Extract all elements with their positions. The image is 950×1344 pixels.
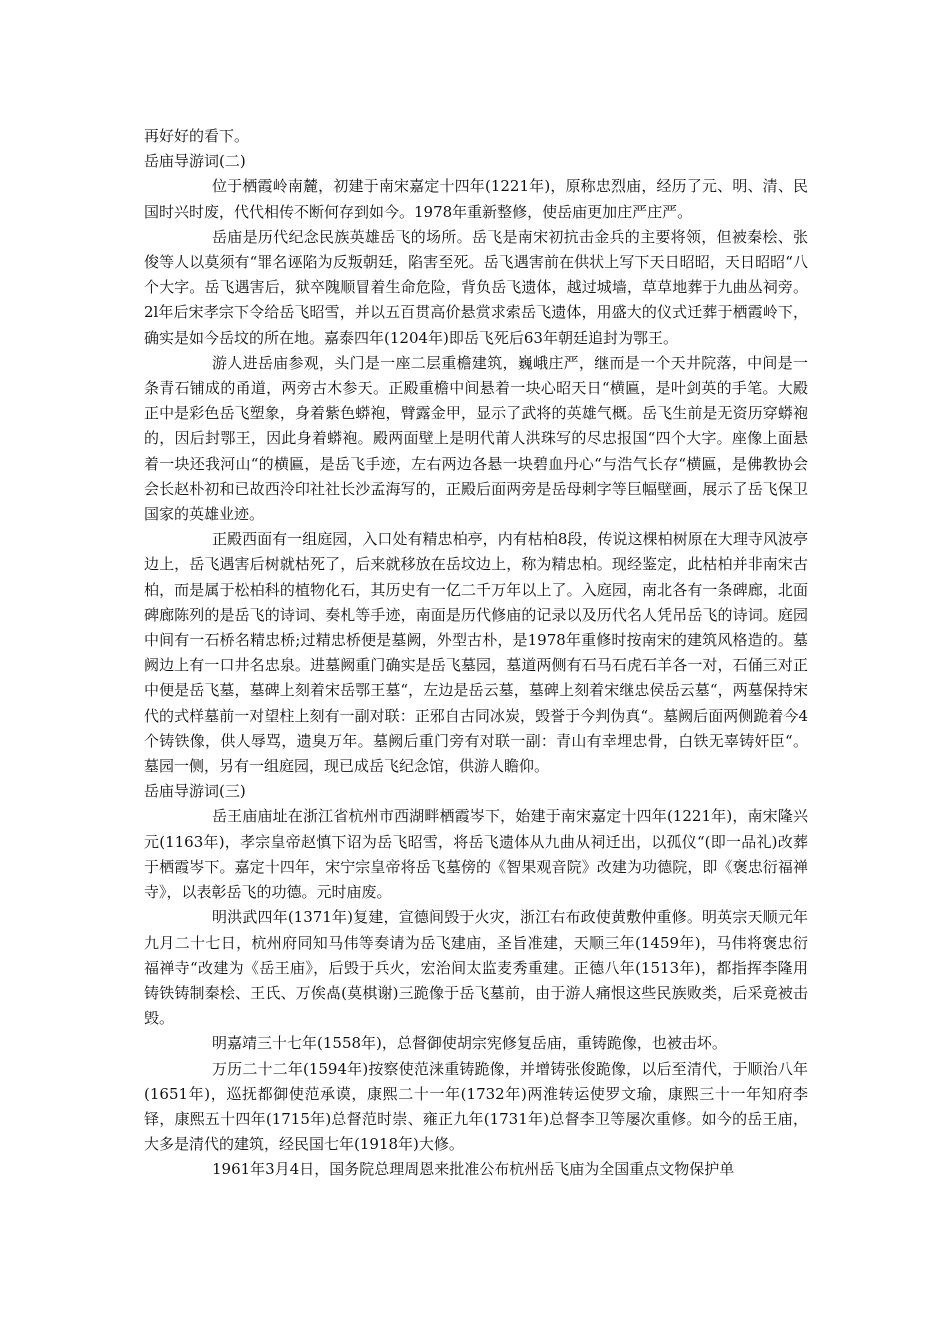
- paragraph: 明嘉靖三十七年(1558年)，总督御使胡宗宪修复岳庙，重铸跪像，也被击坏。: [212, 1034, 727, 1053]
- section-heading-2: 岳庙导游词(二): [144, 152, 246, 171]
- section-heading-3: 岳庙导游词(三): [144, 782, 246, 801]
- paragraph: 明洪武四年(1371年)复建，宣德间毁于火灾，浙江右布政使黄敷仲重修。明英宗天顺元年九月二十七日，杭州府同知马伟等奏请为岳飞建庙，圣旨准建，天顺三年(1459年)，马伟将褒忠衍福禅寺“改建为《岳王庙》，后毁于兵火，宏治间太监麦秀重建。正德八年(1513年)，都指挥李隆用铸铁铸制秦桧、王氏、万俟卨(莫棋谢)三跪像于岳飞墓前，由于游人痛恨这些民族败类，后采竟被击毁。: [144, 908, 808, 1028]
- paragraph: 游人进岳庙参观，头门是一座二层重檐建筑，巍峨庄严，继而是一个天井院落，中间是一条青石铺成的甬道，两旁古木参天。正殿重檐中间悬着一块心昭天日“横匾，是叶剑英的手笔。大殿正中是彩色岳飞塑象，身着紫色蟒袍，臂露金甲，显示了武将的英雄气概。岳飞生前是无资历穿蟒袍的，因后封鄂王，因此身着蟒袍。殿两面壁上是明代莆人洪珠写的尽忠报国“四个大字。座像上面悬着一块还我河山“的横匾，是岳飞手迹，左右两边各悬一块碧血丹心“与浩气长存“横匾，是佛教协会会长赵朴初和已故西泠印社社长沙孟海写的，正殿后面两旁是岳母刺字等巨幅壁画，展示了岳飞保卫国家的英雄业迹。: [144, 353, 808, 524]
- paragraph: 万历二十二年(1594年)按察使范涞重铸跪像，并增铸张俊跪像，以后至清代，于顺治八年(1651年)，巡抚都御使范承谟，康熙二十一年(1732年)两淮转运使罗文瑜，康熙三十一年知府李铎，康熙五十四年(1715年)总督范时崇、雍正九年(1731年)总督李卫等屡次重修。如今的岳王庙，大多是清代的建筑，经民国七年(1918年)大修。: [144, 1059, 808, 1154]
- paragraph-intro: 再好好的看下。: [144, 127, 250, 145]
- paragraph: 1961年3月4日，国务院总理周恩来批准公布杭州岳飞庙为全国重点文物保护单: [212, 1160, 735, 1179]
- paragraph: 岳王庙庙址在浙江省杭州市西湖畔栖霞岑下，始建于南宋嘉定十四年(1221年)，南宋隆兴元(1163年)，孝宗皇帝赵慎下诏为岳飞昭雪，将岳飞遗体从九曲从祠迁出，以孤仪“(即一品礼)改葬于栖霞岑下。嘉定十四年，宋宁宗皇帝将岳飞墓傍的《智果观音院》改建为功德院，即《褒忠衍福禅寺》，以表彰岳飞的功德。元时庙废。: [144, 807, 808, 902]
- paragraph: 岳庙是历代纪念民族英雄岳飞的场所。岳飞是南宋初抗击金兵的主要将领，但被秦桧、张俊等人以莫须有“罪名诬陷为反叛朝廷，陷害至死。岳飞遇害前在供状上写下天日昭昭，天日昭昭“八个大字。岳飞遇害后，狱卒隗顺冒着生命危险，背负岳飞遗体，越过城墙，草草地葬于九曲丛祠旁。2l年后宋孝宗下令给岳飞昭雪，并以五百贯高价悬赏求索岳飞遗体，用盛大的仪式迁葬于栖霞岭下，确实是如今岳坟的所在地。嘉泰四年(1204年)即岳飞死后63年朝廷追封为鄂王。: [144, 227, 808, 347]
- paragraph: 正殿西面有一组庭园，入口处有精忠柏亭，内有枯柏8段，传说这棵柏树原在大理寺风波亭边上，岳飞遇害后树就枯死了，后来就移放在岳坟边上，称为精忠柏。现经鉴定，此枯柏并非南宋古柏，而是属于松柏科的植物化石，其历史有一亿二千万年以上了。入庭园，南北各有一条碑廊，北面碑廊陈列的是岳飞的诗词、奏札等手迹，南面是历代修庙的记录以及历代名人凭吊岳飞的诗词。庭园中间有一石桥名精忠桥;过精忠桥便是墓阙，外型古朴，是1978年重修时按南宋的建筑风格造的。墓阙边上有一口井名忠泉。进墓阙重门确实是岳飞墓园，墓道两侧有石马石虎石羊各一对，石俑三对正中便是岳飞墓，墓碑上刻着宋岳鄂王墓“，左边是岳云墓，墓碑上刻着宋继忠侯岳云墓“，两墓保持宋代的式样墓前一对望柱上刻有一副对联：正邪自古同冰炭，毁誉于今判伪真“。墓阙后面两侧跪着今4个铸铁像，供人辱骂，遗臭万年。墓阙后重门旁有对联一副：青山有幸埋忠骨，白铁无辜铸奸臣“。墓园一侧，另有一组庭园，现已成岳飞纪念馆，供游人瞻仰。: [144, 530, 808, 776]
- paragraph: 位于栖霞岭南麓，初建于南宋嘉定十四年(1221年)，原称忠烈庙，经历了元、明、清、民国时兴时废，代代相传不断何存到如今。1978年重新整修，使岳庙更加庄严庄严。: [144, 177, 808, 221]
- document-page: [144, 124, 808, 1183]
